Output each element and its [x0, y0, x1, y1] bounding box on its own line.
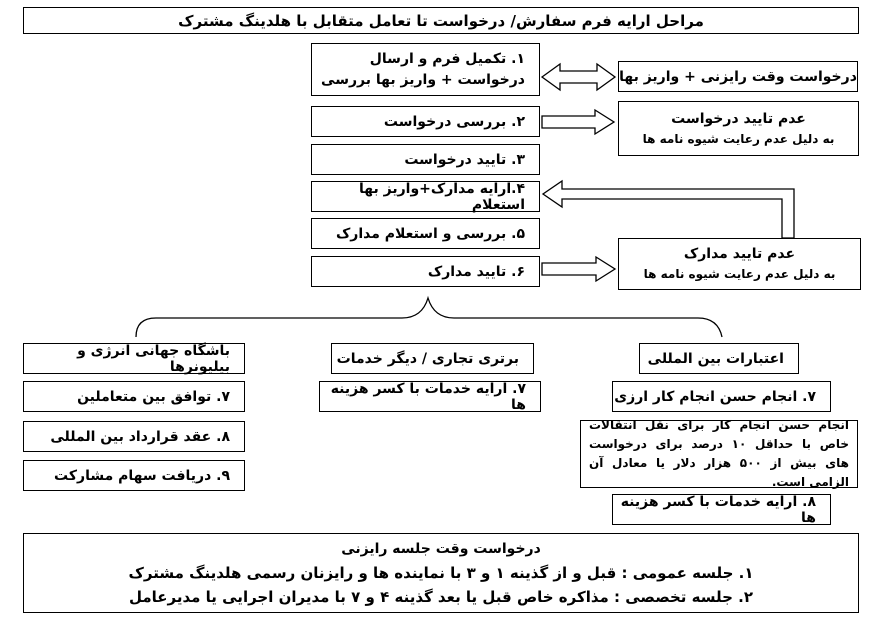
club-item-8-box [23, 421, 245, 452]
meeting-line-1: ۱. جلسه عمومی : قبل و از گذینه ۱ و ۳ با نماینده ها و رایزنان رسمی هلدینگ مشترک [128, 564, 754, 582]
branch-brace [136, 298, 722, 337]
international-note-box [580, 420, 858, 488]
club-item-8: ۸. عقد قرارداد بین المللی [50, 428, 230, 445]
step-1-line-1: ۱. تکمیل فرم و ارسال [369, 50, 525, 67]
branch-club-title-box [23, 343, 245, 374]
step-4-box [311, 181, 540, 212]
international-item-7: ۷. انجام حسن انجام کار ارزی [614, 388, 816, 405]
branch-trade-title: برتری تجاری / دیگر خدمات [336, 350, 519, 367]
club-item-7-box [23, 381, 245, 412]
club-item-9-box [23, 460, 245, 491]
step-6-label: ۶. تایید مدارک [427, 263, 525, 280]
reject-documents-title: عدم تایید مدارک [683, 246, 796, 262]
meeting-line-2: ۲. جلسه تخصصی : مذاکره خاص قبل یا بعد گذینه ۴ و ۷ با مدیران اجرایی یا مدیرعامل [128, 588, 754, 606]
club-item-7: ۷. توافق بین متعاملین [77, 388, 230, 405]
branch-trade-title-box [331, 343, 534, 374]
trade-item-7-box [319, 381, 541, 412]
step-4-label: ۴.ارایه مدارک+واریز بها استعلام [359, 180, 525, 213]
reject-documents-note: به دلیل عدم رعایت شیوه نامه ها [643, 267, 836, 281]
diagram-title-text: مراحل ارایه فرم سفارش/ درخواست تا تعامل متقابل با هلدینگ مشترک [178, 11, 704, 30]
branch-international-title: اعتبارات بین المللی [647, 350, 784, 367]
step-5-label: ۵. بررسی و استعلام مدارک [335, 225, 525, 242]
double-arrow [542, 64, 615, 90]
international-item-8: ۸. ارایه خدمات با کسر هزینه ها [620, 493, 816, 526]
step-1-line-2: درخواست + واریز بها بررسی [321, 71, 525, 88]
arrow-right-2 [542, 257, 615, 281]
branch-club-title: باشگاه جهانی انرژی و بیلیونرها [77, 342, 230, 375]
step-2-box [311, 106, 540, 137]
club-item-9: ۹. دریافت سهام مشارکت [54, 467, 230, 484]
step-3-box [311, 144, 540, 175]
step-2-label: ۲. بررسی درخواست [383, 113, 525, 130]
international-item-7-box [612, 381, 831, 412]
step-6-box [311, 256, 540, 287]
international-note: انجام حسن انجام کار برای نقل انتقالات خاص با حداقل ۱۰ درصد برای درخواست های بیش از ۵۰۰ هزار دلار یا معادل آن الزامی است. [589, 418, 849, 489]
consult-request-label: درخواست وقت رایزنی + واریز بها [619, 68, 857, 85]
diagram-title [23, 7, 859, 34]
international-item-8-box [612, 494, 831, 525]
return-arrow [543, 181, 794, 238]
consult-request-box [618, 61, 858, 92]
meeting-request-box [23, 533, 859, 613]
reject-request-title: عدم تایید درخواست [671, 110, 806, 127]
meeting-title: درخواست وقت جلسه رایزنی [341, 541, 541, 557]
step-5-box [311, 218, 540, 249]
trade-item-7: ۷. ارایه خدمات با کسر هزینه ها [330, 380, 526, 413]
step-3-label: ۳. تایید درخواست [404, 151, 525, 168]
branch-international-title-box [639, 343, 799, 374]
reject-request-box [618, 101, 859, 156]
arrow-right-1 [542, 110, 614, 134]
reject-documents-box [618, 238, 861, 290]
reject-request-note: به دلیل عدم رعایت شیوه نامه ها [642, 131, 835, 146]
step-1-box [311, 43, 540, 96]
